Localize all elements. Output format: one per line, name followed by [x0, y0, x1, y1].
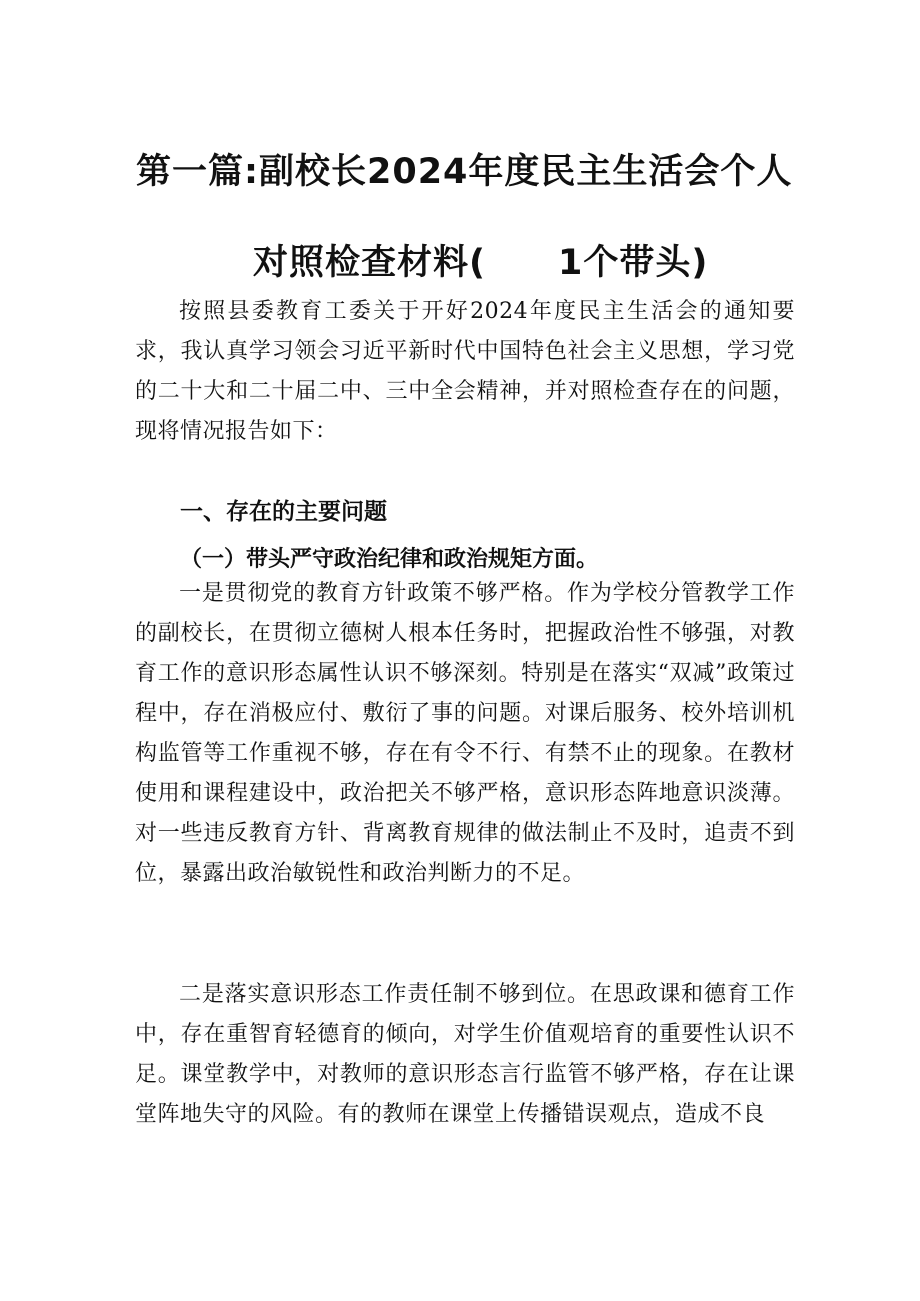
subsection-heading-political-discipline: （一）带头严守政治纪律和政治规矩方面。 [180, 547, 599, 572]
body-paragraph-2: 二是落实意识形态工作责任制不够到位。在思政课和德育工作中，存在重智育轻德育的倾向，对学生价值观培育的重要性认识不足。课堂教学中，对教师的意识形态言行监管不够严格，存在让课堂阵地失守的风险。有的教师在课堂上传播错误观点，造成不良 [135, 982, 795, 1127]
document-title-line-1: 第一篇:副校长2024年度民主生活会个人 [136, 152, 793, 192]
section-heading-problems: 一、存在的主要问题 [180, 499, 387, 525]
body-paragraph-1: 一是贯彻党的教育方针政策不够严格。作为学校分管教学工作的副校长，在贯彻立德树人根本任务时，把握政治性不够强，对教育工作的意识形态属性认识不够深刻。特别是在落实“双减”政策过程中，存在消极应付、敷衍了事的问题。对课后服务、校外培训机构监管等工作重视不够，存在有令不行、有禁不止的现象。在教材使用和课程建设中，政治把关不够严格，意识形态阵地意识淡薄。对一些违反教育方针、背离教育规律的做法制止不及时，追责不到位，暴露出政治敏锐性和政治判断力的不足。 [135, 581, 795, 886]
intro-paragraph: 按照县委教育工委关于开好2024年度民主生活会的通知要求，我认真学习领会习近平新时代中国特色社会主义思想，学习党的二十大和二十届二中、三中全会精神，并对照检查存在的问题，现将情况报告如下： [135, 299, 795, 444]
document-title-line-2: 对照检查材料( 1个带头) [253, 243, 709, 283]
